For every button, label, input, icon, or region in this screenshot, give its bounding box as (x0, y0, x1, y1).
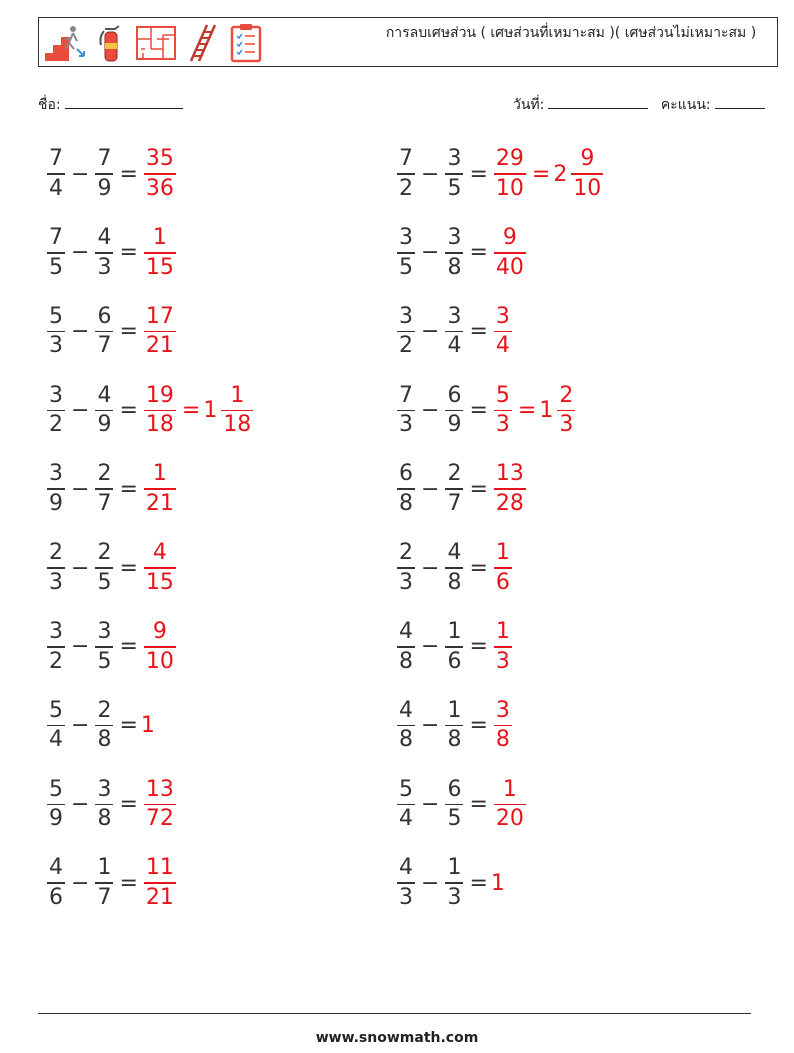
fire-extinguisher-icon (97, 23, 125, 63)
subtrahend-fraction-numerator: 3 (447, 225, 462, 251)
subtrahend-fraction-denominator: 5 (447, 806, 462, 832)
answer (141, 776, 179, 832)
minuend-fraction-denominator: 4 (49, 727, 63, 753)
minus-sign: − (421, 319, 440, 345)
minuend-fraction-denominator: 3 (399, 569, 413, 595)
subtrahend-fraction (95, 857, 113, 909)
minuend-fraction-denominator: 5 (49, 254, 63, 280)
subtrahend-fraction (95, 227, 113, 279)
answer-fraction (494, 303, 512, 359)
answer-fraction-numerator: 11 (145, 855, 174, 881)
minuend-fraction-denominator: 9 (49, 806, 63, 832)
subtrahend-fraction-numerator: 2 (97, 697, 112, 723)
answer (491, 227, 529, 279)
equals-sign: = (119, 870, 138, 896)
answer-fraction (494, 382, 512, 438)
ladder-icon (187, 23, 219, 63)
mixed-fraction (571, 148, 603, 200)
minus-sign: − (71, 713, 90, 739)
minuend-fraction (47, 857, 65, 909)
answer-fraction-numerator: 4 (152, 540, 167, 566)
problem-4 (394, 221, 529, 285)
subtrahend-fraction (445, 382, 463, 438)
equals-sign: = (119, 791, 138, 817)
mixed-fraction-denominator: 3 (559, 412, 574, 438)
subtrahend-fraction-denominator: 8 (447, 569, 462, 595)
date-blank (548, 94, 648, 109)
equals-sign: = (119, 476, 138, 502)
equals-sign: = (119, 713, 138, 739)
subtrahend-fraction-denominator: 3 (97, 254, 112, 280)
answer-fraction-denominator: 10 (495, 175, 524, 201)
minus-sign: − (421, 791, 440, 817)
minus-sign: − (71, 634, 90, 660)
answer-fraction-numerator: 19 (145, 382, 174, 408)
header-icons (43, 21, 263, 65)
problem-8 (394, 378, 578, 442)
subtrahend-fraction-denominator: 8 (447, 254, 462, 280)
answer (491, 542, 515, 594)
answer-fraction (494, 463, 526, 515)
subtrahend-fraction-denominator: 5 (97, 648, 112, 674)
minuend-fraction (47, 382, 65, 438)
minuend-fraction (397, 697, 415, 753)
minuend-fraction-numerator: 4 (399, 855, 413, 881)
minuend-fraction (397, 227, 415, 279)
subtrahend-fraction-denominator: 4 (447, 333, 462, 359)
subtrahend-fraction (445, 697, 463, 753)
minus-sign: − (71, 791, 90, 817)
subtrahend-fraction (445, 857, 463, 909)
answer-fraction-numerator: 9 (502, 225, 517, 251)
minuend-fraction-numerator: 3 (399, 303, 413, 329)
answer-fraction-denominator: 21 (145, 884, 174, 910)
answer-fraction-denominator: 3 (495, 412, 510, 438)
subtrahend-fraction-denominator: 8 (97, 806, 112, 832)
equals-sign: = (119, 397, 138, 423)
answer-fraction-denominator: 21 (145, 490, 174, 516)
problem-12 (394, 536, 515, 600)
equals-sign: = (119, 555, 138, 581)
subtrahend-fraction (445, 621, 463, 673)
answer (141, 227, 179, 279)
minuend-fraction-numerator: 3 (49, 619, 63, 645)
minus-sign: − (71, 240, 90, 266)
minuend-fraction-numerator: 5 (399, 776, 413, 802)
minuend-fraction (397, 463, 415, 515)
mixed-fraction-denominator: 18 (223, 412, 252, 438)
subtrahend-fraction (95, 542, 113, 594)
answer-fraction-numerator: 1 (152, 461, 167, 487)
minus-sign: − (421, 397, 440, 423)
score-label: คะแนน: (660, 97, 711, 113)
score-blank (715, 94, 765, 109)
answer-fraction-whole: 1 (140, 713, 155, 739)
minuend-fraction-numerator: 7 (399, 382, 413, 408)
equals-sign: = (531, 161, 551, 187)
subtrahend-fraction-numerator: 2 (447, 461, 462, 487)
answer (491, 871, 505, 896)
minuend-fraction-denominator: 8 (399, 648, 413, 674)
answer-fraction-numerator: 13 (495, 461, 524, 487)
equals-sign: = (119, 240, 138, 266)
subtrahend-fraction-denominator: 9 (97, 175, 112, 201)
minus-sign: − (71, 476, 90, 502)
answer (141, 463, 179, 515)
minuend-fraction-denominator: 2 (399, 175, 413, 201)
problem-6 (394, 300, 515, 364)
subtrahend-fraction-numerator: 7 (97, 146, 112, 172)
answer-fraction-numerator: 3 (495, 303, 510, 329)
answer (491, 776, 529, 832)
name-field (38, 94, 183, 116)
subtrahend-fraction-numerator: 3 (447, 146, 462, 172)
mixed-whole: 2 (553, 161, 568, 187)
minus-sign: − (71, 870, 90, 896)
mixed-fraction-numerator: 2 (559, 382, 574, 408)
problem-7 (44, 378, 256, 442)
answer-fraction-denominator: 4 (495, 333, 510, 359)
minuend-fraction-numerator: 7 (399, 146, 413, 172)
subtrahend-fraction-numerator: 4 (97, 225, 112, 251)
answer-fraction (144, 382, 176, 438)
problem-5 (44, 300, 179, 364)
subtrahend-fraction (445, 303, 463, 359)
answer (491, 463, 529, 515)
answer (491, 621, 515, 673)
minus-sign: − (71, 161, 90, 187)
minuend-fraction-numerator: 7 (49, 225, 63, 251)
subtrahend-fraction (445, 542, 463, 594)
answer-fraction-denominator: 28 (495, 490, 524, 516)
answer-fraction (144, 542, 176, 594)
subtrahend-fraction-denominator: 7 (97, 884, 112, 910)
answer-fraction-denominator: 40 (495, 254, 524, 280)
minuend-fraction-numerator: 4 (399, 619, 413, 645)
minuend-fraction-denominator: 3 (49, 569, 63, 595)
minuend-fraction (397, 857, 415, 909)
name-blank (65, 94, 183, 109)
problem-1 (44, 142, 179, 206)
stairs-exit-icon (43, 23, 87, 63)
answer (491, 382, 578, 438)
floor-plan-icon (135, 25, 177, 61)
minuend-fraction (397, 382, 415, 438)
answer-fraction-denominator: 8 (495, 727, 510, 753)
answer-fraction-numerator: 1 (495, 619, 510, 645)
subtrahend-fraction-denominator: 8 (447, 727, 462, 753)
equals-sign: = (469, 791, 488, 817)
answer-fraction-denominator: 6 (495, 569, 510, 595)
minus-sign: − (421, 476, 440, 502)
subtrahend-fraction-numerator: 3 (97, 619, 112, 645)
subtrahend-fraction-denominator: 7 (447, 490, 462, 516)
subtrahend-fraction-denominator: 9 (97, 412, 112, 438)
minuend-fraction (47, 776, 65, 832)
answer (141, 382, 256, 438)
minuend-fraction-numerator: 5 (49, 697, 63, 723)
answer-fraction-numerator: 35 (145, 146, 174, 172)
subtrahend-fraction-denominator: 8 (97, 727, 112, 753)
answer-fraction (144, 148, 176, 200)
minuend-fraction-numerator: 3 (49, 461, 63, 487)
equals-sign: = (469, 476, 488, 502)
equals-sign: = (469, 319, 488, 345)
answer (141, 303, 179, 359)
answer-fraction-denominator: 21 (145, 333, 174, 359)
answer (141, 542, 179, 594)
answer-fraction-whole: 1 (490, 870, 505, 896)
answer-fraction (144, 621, 176, 673)
minuend-fraction (47, 303, 65, 359)
minuend-fraction-numerator: 5 (49, 303, 63, 329)
minuend-fraction-denominator: 4 (49, 175, 63, 201)
minuend-fraction (47, 542, 65, 594)
equals-sign: = (469, 870, 488, 896)
subtrahend-fraction-denominator: 3 (447, 884, 462, 910)
subtrahend-fraction-numerator: 6 (447, 382, 462, 408)
subtrahend-fraction-numerator: 1 (447, 697, 462, 723)
answer-fraction (494, 148, 526, 200)
subtrahend-fraction (95, 303, 113, 359)
minuend-fraction-denominator: 8 (399, 490, 413, 516)
equals-sign: = (469, 713, 488, 739)
answer-fraction-denominator: 72 (145, 806, 174, 832)
subtrahend-fraction-denominator: 7 (97, 333, 112, 359)
mixed-fraction-numerator: 1 (230, 382, 245, 408)
answer-fraction-denominator: 18 (145, 412, 174, 438)
answer-fraction (494, 542, 512, 594)
answer-fraction-numerator: 5 (495, 382, 510, 408)
problem-16 (394, 694, 515, 758)
problem-15 (44, 694, 155, 758)
answer-fraction (144, 227, 176, 279)
minuend-fraction (397, 776, 415, 832)
problem-2 (394, 142, 606, 206)
subtrahend-fraction (95, 382, 113, 438)
answer-fraction (494, 621, 512, 673)
answer-fraction-numerator: 1 (495, 540, 510, 566)
subtrahend-fraction-denominator: 5 (447, 175, 462, 201)
answer-fraction-numerator: 13 (145, 776, 174, 802)
answer (141, 857, 179, 909)
answer-fraction-denominator: 15 (145, 254, 174, 280)
minuend-fraction-numerator: 3 (399, 225, 413, 251)
minuend-fraction-denominator: 4 (399, 806, 413, 832)
subtrahend-fraction-denominator: 5 (97, 569, 112, 595)
subtrahend-fraction (445, 148, 463, 200)
problem-20 (394, 851, 505, 915)
answer-fraction-numerator: 9 (152, 619, 167, 645)
answer-fraction-denominator: 36 (145, 175, 174, 201)
minuend-fraction (47, 621, 65, 673)
mixed-fraction-numerator: 9 (580, 146, 595, 172)
date-label: วันที่: (513, 97, 545, 113)
problem-10 (394, 457, 529, 521)
subtrahend-fraction (95, 621, 113, 673)
minuend-fraction (397, 621, 415, 673)
equals-sign: = (517, 397, 537, 423)
answer-fraction-numerator: 3 (495, 697, 510, 723)
equals-sign: = (119, 161, 138, 187)
minus-sign: − (421, 870, 440, 896)
minus-sign: − (421, 634, 440, 660)
minuend-fraction (47, 463, 65, 515)
subtrahend-fraction-numerator: 1 (447, 619, 462, 645)
minuend-fraction-denominator: 5 (399, 254, 413, 280)
minuend-fraction (397, 542, 415, 594)
equals-sign: = (119, 634, 138, 660)
minus-sign: − (71, 319, 90, 345)
answer-fraction (144, 463, 176, 515)
minuend-fraction-numerator: 2 (49, 540, 63, 566)
problem-17 (44, 772, 179, 836)
answer-fraction-denominator: 20 (495, 806, 524, 832)
answer (491, 303, 515, 359)
minuend-fraction-numerator: 4 (399, 697, 413, 723)
worksheet-header (38, 17, 778, 67)
subtrahend-fraction (445, 463, 463, 515)
subtrahend-fraction-numerator: 4 (447, 540, 462, 566)
answer-fraction (494, 697, 512, 753)
answer-fraction-denominator: 15 (145, 569, 174, 595)
answer (491, 697, 515, 753)
answer-fraction-numerator: 29 (495, 146, 524, 172)
name-label: ชื่อ: (38, 97, 61, 113)
subtrahend-fraction-denominator: 7 (97, 490, 112, 516)
subtrahend-fraction-numerator: 6 (447, 776, 462, 802)
minus-sign: − (421, 713, 440, 739)
minuend-fraction (397, 148, 415, 200)
problem-9 (44, 457, 179, 521)
problem-3 (44, 221, 179, 285)
minus-sign: − (71, 397, 90, 423)
minuend-fraction-denominator: 6 (49, 884, 63, 910)
subtrahend-fraction-numerator: 3 (447, 303, 462, 329)
subtrahend-fraction (445, 227, 463, 279)
minuend-fraction-denominator: 2 (49, 412, 63, 438)
subtrahend-fraction-numerator: 3 (97, 776, 112, 802)
subtrahend-fraction-numerator: 2 (97, 540, 112, 566)
answer (491, 148, 606, 200)
equals-sign: = (469, 634, 488, 660)
footer-site: www.snowmath.com (315, 1030, 479, 1046)
subtrahend-fraction (445, 776, 463, 832)
answer-fraction-numerator: 1 (502, 776, 517, 802)
subtrahend-fraction-numerator: 1 (447, 855, 462, 881)
mixed-fraction-denominator: 10 (573, 175, 602, 201)
equals-sign: = (469, 397, 488, 423)
equals-sign: = (469, 240, 488, 266)
answer-fraction-denominator: 3 (495, 648, 510, 674)
answer-fraction-numerator: 1 (152, 225, 167, 251)
footer-divider (38, 1013, 751, 1014)
answer-fraction-denominator: 10 (145, 648, 174, 674)
minuend-fraction-numerator: 2 (399, 540, 413, 566)
minuend-fraction-denominator: 3 (399, 884, 413, 910)
mixed-fraction (557, 382, 575, 438)
minuend-fraction (47, 148, 65, 200)
equals-sign: = (469, 161, 488, 187)
date-score-field (513, 94, 765, 116)
problem-14 (394, 615, 515, 679)
problem-11 (44, 536, 179, 600)
minuend-fraction-denominator: 2 (49, 648, 63, 674)
checklist-icon (229, 23, 263, 63)
minus-sign: − (71, 555, 90, 581)
problem-18 (394, 772, 529, 836)
mixed-fraction (221, 382, 253, 438)
answer-fraction (144, 303, 176, 359)
minuend-fraction-numerator: 4 (49, 855, 63, 881)
answer (141, 621, 179, 673)
answer-fraction (494, 776, 526, 832)
subtrahend-fraction (95, 776, 113, 832)
problem-19 (44, 851, 179, 915)
equals-sign: = (469, 555, 488, 581)
answer-fraction (144, 857, 176, 909)
minuend-fraction-denominator: 3 (399, 412, 413, 438)
mixed-whole: 1 (203, 397, 218, 423)
answer-fraction (494, 227, 526, 279)
subtrahend-fraction-numerator: 6 (97, 303, 112, 329)
problem-13 (44, 615, 179, 679)
mixed-whole: 1 (539, 397, 554, 423)
minuend-fraction-numerator: 7 (49, 146, 63, 172)
subtrahend-fraction (95, 463, 113, 515)
minuend-fraction-numerator: 3 (49, 382, 63, 408)
subtrahend-fraction (95, 697, 113, 753)
answer (141, 713, 155, 738)
subtrahend-fraction-denominator: 6 (447, 648, 462, 674)
minuend-fraction (47, 697, 65, 753)
minuend-fraction-denominator: 9 (49, 490, 63, 516)
subtrahend-fraction-denominator: 9 (447, 412, 462, 438)
subtrahend-fraction-numerator: 2 (97, 461, 112, 487)
subtrahend-fraction (95, 148, 113, 200)
equals-sign: = (181, 397, 201, 423)
equals-sign: = (119, 319, 138, 345)
minuend-fraction (47, 227, 65, 279)
minus-sign: − (421, 240, 440, 266)
answer-fraction-numerator: 17 (145, 303, 174, 329)
worksheet-title: การลบเศษส่วน ( เศษส่วนที่เหมาะสม )( เศษส่วนไม่เหมาะสม ) (385, 25, 757, 41)
subtrahend-fraction-numerator: 4 (97, 382, 112, 408)
answer-fraction (144, 776, 176, 832)
answer (141, 148, 179, 200)
minuend-fraction-numerator: 6 (399, 461, 413, 487)
minuend-fraction-denominator: 2 (399, 333, 413, 359)
minus-sign: − (421, 161, 440, 187)
minus-sign: − (421, 555, 440, 581)
minuend-fraction-denominator: 3 (49, 333, 63, 359)
subtrahend-fraction-numerator: 1 (97, 855, 112, 881)
minuend-fraction-numerator: 5 (49, 776, 63, 802)
minuend-fraction-denominator: 8 (399, 727, 413, 753)
minuend-fraction (397, 303, 415, 359)
